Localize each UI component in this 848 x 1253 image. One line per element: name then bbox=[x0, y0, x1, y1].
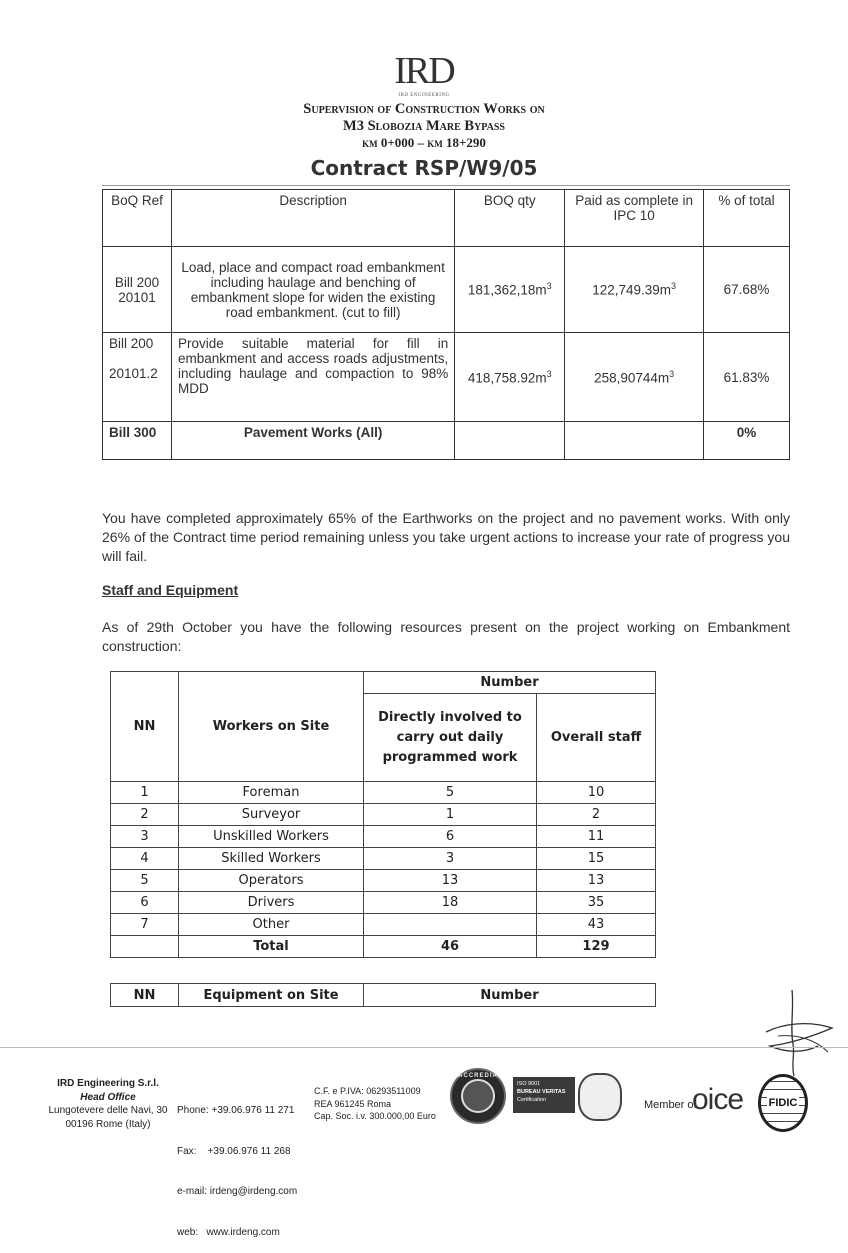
header-line-2: M3 Slobozia Mare Bypass bbox=[343, 118, 505, 134]
staff-role: Unskilled Workers bbox=[179, 826, 364, 848]
header-divider bbox=[102, 185, 790, 186]
fidic-globe-icon bbox=[758, 1074, 808, 1132]
staff-role: Surveyor bbox=[179, 804, 364, 826]
boq-percent: 61.83% bbox=[704, 333, 790, 422]
staff-nn: 3 bbox=[111, 826, 179, 848]
ird-logo: IRD bbox=[394, 50, 454, 92]
table-row bbox=[111, 892, 656, 914]
boq-header-paid: Paid as complete in IPC 10 bbox=[565, 190, 704, 247]
table-row bbox=[111, 826, 656, 848]
staff-role: Other bbox=[179, 914, 364, 936]
total-direct: 46 bbox=[364, 936, 537, 958]
table-row bbox=[103, 422, 790, 460]
bv-cert: Certification bbox=[517, 1097, 547, 1103]
footer-rea: REA 961245 Roma bbox=[314, 1098, 392, 1109]
staff-overall: 11 bbox=[537, 826, 656, 848]
boq-qty: $181,362,18m^3$ bbox=[455, 247, 565, 333]
footer-company-block bbox=[42, 1077, 174, 1131]
footer-web[interactable]: web: www.irdeng.com bbox=[177, 1226, 280, 1238]
footer-divider bbox=[0, 1047, 848, 1048]
footer-company: IRD Engineering S.r.l. bbox=[57, 1078, 159, 1089]
bureau-veritas-seal bbox=[578, 1073, 622, 1121]
resources-paragraph: As of 29th October you have the following resources present on the project working on Embankment construction: bbox=[102, 619, 790, 654]
staff-header-number: Number bbox=[364, 672, 656, 694]
boq-ref: Bill 200 20101.2 bbox=[103, 333, 172, 422]
staff-direct: 6 bbox=[364, 826, 537, 848]
oice-logo: oice bbox=[692, 1083, 744, 1116]
fidic-label: FIDIC bbox=[768, 1097, 798, 1109]
boq-paid: $122,749.39m^3$ bbox=[565, 247, 704, 333]
staff-header-direct: Directly involved to carry out daily programmed work bbox=[364, 694, 537, 782]
footer-legal-block bbox=[314, 1085, 436, 1123]
staff-role: Skilled Workers bbox=[179, 848, 364, 870]
section-title: Staff and Equipment bbox=[102, 582, 239, 598]
staff-header-nn: NN bbox=[111, 672, 179, 782]
footer-vat: C.F. e P.IVA: 06293511009 bbox=[314, 1086, 421, 1096]
staff-overall: 43 bbox=[537, 914, 656, 936]
header-line-1: Supervision of Construction Works on bbox=[303, 101, 545, 117]
boq-header-qty: BOQ qty bbox=[455, 190, 565, 247]
boq-header-ref: BoQ Ref bbox=[103, 190, 172, 247]
accredia-seal bbox=[450, 1068, 506, 1124]
accredia-label: ACCREDIA bbox=[458, 1073, 498, 1079]
contract-title: Contract RSP/W9/05 bbox=[310, 156, 538, 180]
staff-direct: 1 bbox=[364, 804, 537, 826]
footer-address-1: Lungotevere delle Navi, 30 bbox=[48, 1105, 168, 1116]
staff-overall: 35 bbox=[537, 892, 656, 914]
staff-direct: 3 bbox=[364, 848, 537, 870]
staff-nn bbox=[111, 936, 179, 958]
table-row bbox=[103, 333, 790, 422]
staff-overall: 10 bbox=[537, 782, 656, 804]
staff-direct: 5 bbox=[364, 782, 537, 804]
staff-nn: 7 bbox=[111, 914, 179, 936]
boq-description: Pavement Works (All) bbox=[171, 422, 454, 460]
boq-qty bbox=[455, 422, 565, 460]
equipment-header-number: Number bbox=[364, 984, 656, 1007]
staff-header-overall: Overall staff bbox=[537, 694, 656, 782]
staff-nn: 1 bbox=[111, 782, 179, 804]
footer-contact-block bbox=[177, 1077, 297, 1253]
header-line-3: km 0+000 – km 18+290 bbox=[362, 135, 486, 150]
staff-direct: 13 bbox=[364, 870, 537, 892]
staff-role: Operators bbox=[179, 870, 364, 892]
footer-capital: Cap. Soc. i.v. 300.000,00 Euro bbox=[314, 1111, 436, 1121]
boq-percent: 0% bbox=[704, 422, 790, 460]
table-row bbox=[111, 914, 656, 936]
equipment-header-nn: NN bbox=[111, 984, 179, 1007]
boq-table bbox=[102, 189, 790, 460]
staff-nn: 5 bbox=[111, 870, 179, 892]
footer-office: Head Office bbox=[80, 1091, 136, 1103]
boq-qty: $418,758.92m^3$ bbox=[455, 333, 565, 422]
footer-phone: Phone: +39.06.976 11 271 bbox=[177, 1105, 295, 1116]
staff-nn: 4 bbox=[111, 848, 179, 870]
staff-overall: 15 bbox=[537, 848, 656, 870]
boq-paid bbox=[565, 422, 704, 460]
total-row bbox=[111, 936, 656, 958]
member-of-label: Member of bbox=[644, 1099, 697, 1111]
bv-iso: ISO 9001 bbox=[517, 1081, 541, 1087]
progress-paragraph: You have completed approximately 65% of the Earthworks on the project and no pavement works. With only 26% of the Contract time period remaining unless you take urgent actions to increase your rate of progress you will fail. bbox=[102, 510, 790, 564]
boq-percent: 67.68% bbox=[704, 247, 790, 333]
total-label: Total bbox=[179, 936, 364, 958]
boq-description: Load, place and compact road embankment including haulage and benching of embankment slope for widen the existing road embankment. (cut to fill) bbox=[171, 247, 454, 333]
signature-mark bbox=[758, 988, 836, 1078]
boq-header-description: Description bbox=[171, 190, 454, 247]
staff-overall: 2 bbox=[537, 804, 656, 826]
staff-direct bbox=[364, 914, 537, 936]
footer-address-2: 00196 Rome (Italy) bbox=[65, 1118, 151, 1130]
boq-header-percent: % of total bbox=[704, 190, 790, 247]
table-row bbox=[111, 782, 656, 804]
logo-subtitle: IRD ENGINEERING bbox=[398, 93, 450, 98]
bureau-veritas-badge bbox=[513, 1077, 575, 1113]
equipment-table bbox=[110, 983, 656, 1007]
boq-description: Provide suitable material for fill in embankment and access roads adjustments, including haulage and compaction to 98% MDD bbox=[171, 333, 454, 422]
equipment-header-equipment: Equipment on Site bbox=[179, 984, 364, 1007]
boq-paid: $258,90744m^3$ bbox=[565, 333, 704, 422]
boq-header-row bbox=[103, 190, 790, 247]
staff-direct: 18 bbox=[364, 892, 537, 914]
staff-role: Foreman bbox=[179, 782, 364, 804]
staff-nn: 6 bbox=[111, 892, 179, 914]
staff-header-workers: Workers on Site bbox=[179, 672, 364, 782]
staff-overall: 13 bbox=[537, 870, 656, 892]
table-row bbox=[103, 247, 790, 333]
table-row bbox=[111, 848, 656, 870]
boq-ref: Bill 200 20101 bbox=[103, 247, 172, 333]
staff-role: Drivers bbox=[179, 892, 364, 914]
footer-email[interactable]: e-mail: irdeng@irdeng.com bbox=[177, 1186, 298, 1197]
bv-name: BUREAU VERITAS bbox=[517, 1089, 566, 1095]
staff-table bbox=[110, 671, 656, 958]
table-row bbox=[111, 870, 656, 892]
footer-fax: Fax: +39.06.976 11 268 bbox=[177, 1145, 291, 1157]
staff-nn: 2 bbox=[111, 804, 179, 826]
boq-ref: Bill 300 bbox=[103, 422, 172, 460]
table-row bbox=[111, 804, 656, 826]
total-overall: 129 bbox=[537, 936, 656, 958]
